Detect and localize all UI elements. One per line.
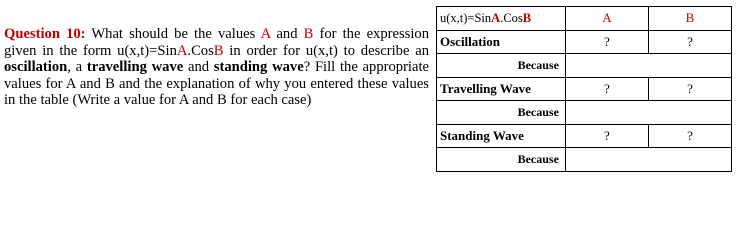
because-label: Because [437, 148, 566, 172]
table-row-standing-wave [437, 124, 732, 148]
question-text [4, 26, 429, 109]
formula-a: A [491, 10, 501, 25]
question-fragment: for the expression given in the form u(x,t)=Sin [4, 26, 429, 59]
question-fragment: .Cos [187, 42, 214, 59]
answer-a-cell[interactable]: ? [565, 77, 648, 101]
variable-b: B [213, 42, 224, 59]
table-row-because [437, 54, 732, 78]
term-standing-wave: standing wave [213, 59, 304, 76]
table-header-row [437, 7, 732, 31]
column-header-b: B [648, 7, 731, 31]
table-row-because [437, 101, 732, 125]
variable-a: A [176, 42, 188, 59]
table-row-because [437, 148, 732, 172]
table-row-travelling-wave [437, 77, 732, 101]
question-fragment: ? Fill the appropriate values for A and B and the explanation of why you entered these values in the table (Write a value for A and B for each case) [4, 59, 430, 109]
question-label: Question 10: [4, 26, 86, 42]
question-fragment: , a [67, 59, 87, 76]
because-label: Because [437, 101, 566, 125]
explanation-cell[interactable] [565, 101, 731, 125]
variable-a: A [260, 26, 271, 42]
question-fragment: in order for u(x,t) to describe an [223, 42, 429, 59]
term-oscillation: oscillation [4, 59, 68, 76]
table-row-oscillation [437, 30, 732, 54]
formula-b: B [522, 10, 532, 25]
answer-b-cell[interactable]: ? [648, 124, 731, 148]
question-fragment: and [270, 26, 304, 42]
answer-b-cell[interactable]: ? [648, 30, 731, 54]
answer-b-cell[interactable]: ? [648, 77, 731, 101]
because-label: Because [437, 54, 566, 78]
row-label: Standing Wave [437, 124, 566, 148]
row-label: Oscillation [437, 30, 566, 54]
formula-header [437, 7, 566, 31]
column-header-a: A [565, 7, 648, 31]
answer-table [436, 6, 732, 172]
formula-mid: .Cos [500, 10, 523, 25]
formula-prefix: u(x,t)=Sin [440, 10, 492, 25]
question-fragment: What should be the values [85, 26, 261, 42]
explanation-cell[interactable] [565, 54, 731, 78]
answer-a-cell[interactable]: ? [565, 30, 648, 54]
term-travelling-wave: travelling wave [86, 59, 184, 76]
row-label: Travelling Wave [437, 77, 566, 101]
variable-b: B [303, 26, 314, 42]
explanation-cell[interactable] [565, 148, 731, 172]
answer-a-cell[interactable]: ? [565, 124, 648, 148]
question-fragment: and [183, 59, 214, 76]
